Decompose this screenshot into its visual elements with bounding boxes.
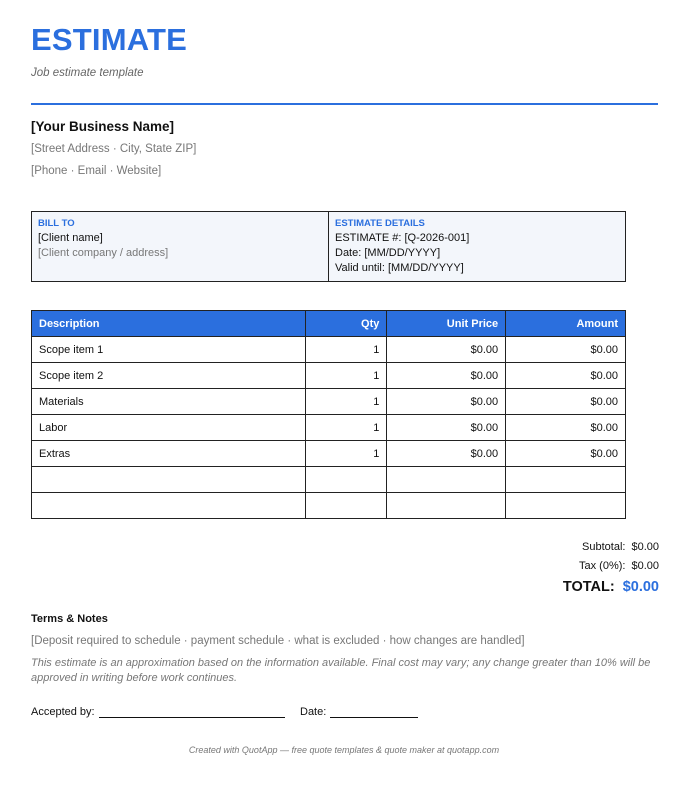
terms-note: This estimate is an approximation based on the information available. Final cost may vary; any change greater than 10% will be approved in writing before work continues. <box>31 657 651 684</box>
cell-amount: $0.00 <box>506 441 626 467</box>
subtotal-value: $0.00 <box>631 541 659 553</box>
bill-to-heading: BILL TO <box>38 218 75 229</box>
tax-label: Tax (0%): <box>579 560 626 572</box>
table-row <box>32 441 626 467</box>
document-subtitle: Job estimate template <box>31 67 144 79</box>
cell-amount: $0.00 <box>506 363 626 389</box>
footer-credit: Created with QuotApp — free quote templates & quote maker at quotapp.com <box>188 745 500 755</box>
table-row <box>32 389 626 415</box>
total-row <box>563 579 659 595</box>
tax-row <box>579 560 659 572</box>
table-row-empty <box>32 493 626 519</box>
accepted-by-signature-line[interactable] <box>99 706 285 718</box>
business-name: [Your Business Name] <box>31 119 175 134</box>
cell-amount: $0.00 <box>506 337 626 363</box>
table-row <box>32 337 626 363</box>
cell-qty: 1 <box>306 363 387 389</box>
table-header-row <box>32 311 626 337</box>
estimate-valid-until: Valid until: [MM/DD/YYYY] <box>335 262 464 274</box>
cell-unit-price: $0.00 <box>387 389 506 415</box>
cell-qty: 1 <box>306 415 387 441</box>
cell-amount <box>506 493 626 519</box>
cell-unit-price <box>387 467 506 493</box>
cell-amount <box>506 467 626 493</box>
cell-unit-price: $0.00 <box>387 337 506 363</box>
total-label: TOTAL: <box>562 579 615 595</box>
cell-description: Scope item 1 <box>32 337 306 363</box>
estimate-details-heading: ESTIMATE DETAILS <box>335 218 425 229</box>
column-header-amount: Amount <box>506 311 626 337</box>
cell-unit-price: $0.00 <box>387 363 506 389</box>
business-contact: [Phone · Email · Website] <box>31 165 162 177</box>
cell-unit-price <box>387 493 506 519</box>
document-title: ESTIMATE <box>31 22 188 57</box>
cell-description: Scope item 2 <box>32 363 306 389</box>
header-divider <box>31 103 658 105</box>
cell-qty <box>306 467 387 493</box>
cell-qty <box>306 493 387 519</box>
terms-heading: Terms & Notes <box>31 613 108 625</box>
estimate-details-section <box>329 212 625 281</box>
estimate-date: Date: [MM/DD/YYYY] <box>335 247 441 259</box>
client-name: [Client name] <box>38 232 103 244</box>
table-row-empty <box>32 467 626 493</box>
cell-description: Extras <box>32 441 306 467</box>
accepted-by-label: Accepted by: <box>31 706 95 718</box>
cell-amount: $0.00 <box>506 415 626 441</box>
total-value: $0.00 <box>622 579 659 595</box>
cell-qty: 1 <box>306 337 387 363</box>
column-header-unit-price: Unit Price <box>387 311 506 337</box>
cell-unit-price: $0.00 <box>387 415 506 441</box>
estimate-number: ESTIMATE #: [Q-2026-001] <box>335 232 470 244</box>
cell-qty: 1 <box>306 389 387 415</box>
cell-description: Materials <box>32 389 306 415</box>
cell-amount: $0.00 <box>506 389 626 415</box>
accepted-by-field[interactable] <box>31 706 285 718</box>
table-row <box>32 363 626 389</box>
signature-date-field[interactable] <box>300 706 418 718</box>
cell-description: Labor <box>32 415 306 441</box>
subtotal-label: Subtotal: <box>582 541 626 553</box>
client-company: [Client company / address] <box>38 247 169 259</box>
subtotal-row <box>582 541 659 553</box>
table-row <box>32 415 626 441</box>
tax-value: $0.00 <box>631 560 659 572</box>
column-header-description: Description <box>32 311 306 337</box>
cell-unit-price: $0.00 <box>387 441 506 467</box>
column-header-qty: Qty <box>306 311 387 337</box>
business-address: [Street Address · City, State ZIP] <box>31 143 197 155</box>
cell-qty: 1 <box>306 441 387 467</box>
terms-line: [Deposit required to schedule · payment schedule · what is excluded · how changes are handled] <box>31 635 525 647</box>
line-items-table <box>31 310 626 519</box>
client-info-box <box>31 211 626 282</box>
signature-date-line[interactable] <box>330 706 418 718</box>
cell-description <box>32 493 306 519</box>
cell-description <box>32 467 306 493</box>
bill-to-section <box>32 212 329 281</box>
signature-date-label: Date: <box>300 706 327 718</box>
